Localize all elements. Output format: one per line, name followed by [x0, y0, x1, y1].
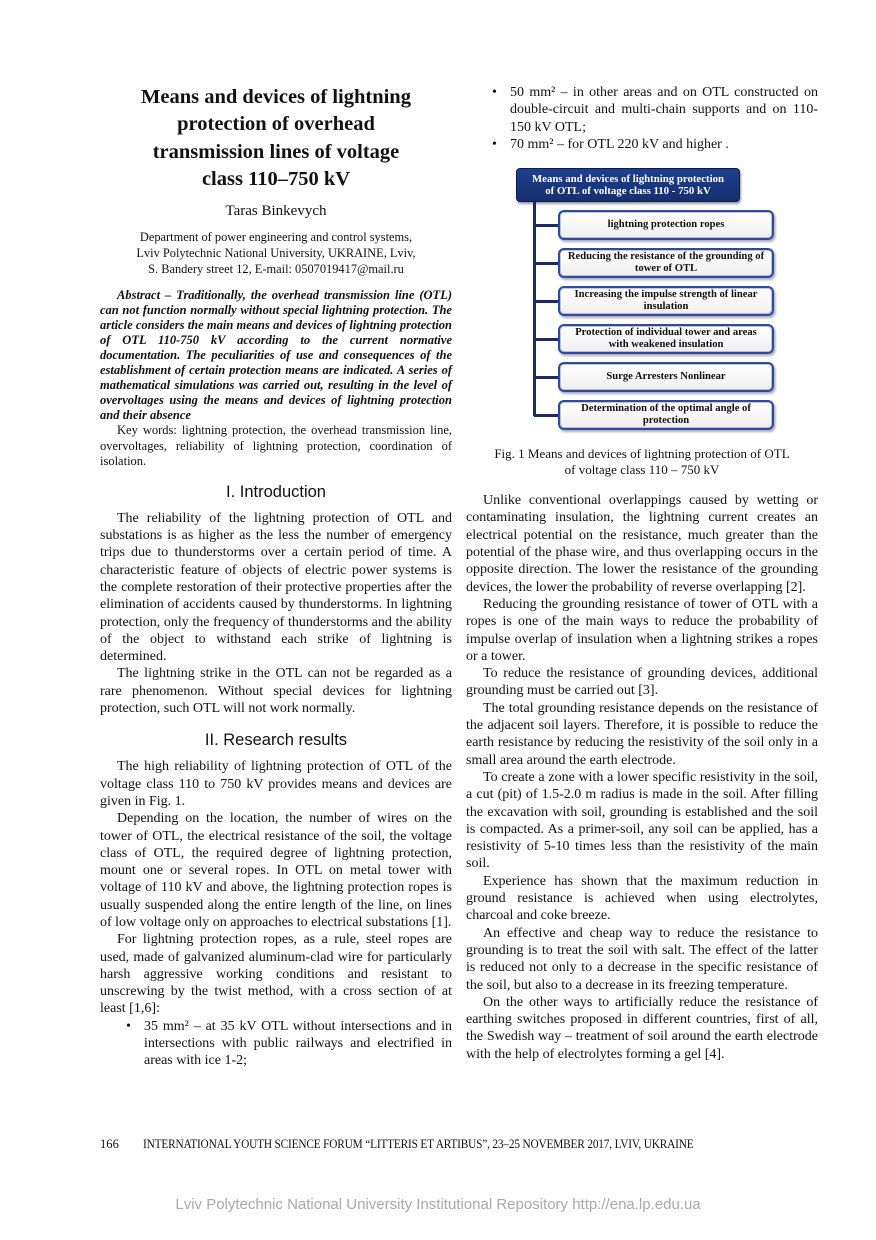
section-heading-introduction: I. Introduction — [226, 482, 326, 501]
flowchart-box: lightning protection ropes — [558, 210, 774, 240]
affiliation-line: S. Bandery street 12, E-mail: 0507019417@mail.ru — [148, 261, 404, 276]
title-line: protection of overhead — [177, 113, 375, 136]
author-affiliation — [100, 229, 452, 277]
flowchart-box: Protection of individual tower and areas with weakened insulation — [558, 324, 774, 354]
paragraph: Unlike conventional overlappings caused by wetting or contaminating insulation, the lightning current creates an electrical potential on the resistance, much greater than the potential of the phase wire, and thus overlapping occurs in the opposite direction. The lower the resistance of the grounding devices, the lower the probability of reverse overlapping [2]. — [466, 493, 818, 595]
bullet-item: • 70 mm² – for OTL 220 kV and higher . — [466, 136, 818, 153]
abstract-text: Abstract – Traditionally, the overhead transmission line (OTL) can not function normally without special lightning protection. The article considers the main means and devices of lightning protection of OTL 110-750 kV according to the current normative documentation. The peculiarities of use and consequences of the establishment of certain protection means are indicated. A series of mathematical simulations was carried out, resulting in the level of overvoltages using the means and devices of lightning protection and their absence — [100, 287, 452, 423]
lightning-protection-flowchart — [513, 168, 779, 430]
paragraph: To reduce the resistance of grounding devices, additional grounding must be carried out [3]. — [466, 666, 818, 699]
paragraph: Experience has shown that the maximum reduction in ground resistance is achieved when using electrolytes, charcoal and coke breeze. — [466, 873, 818, 924]
flowchart-box: Reducing the resistance of the grounding of tower of OTL — [558, 248, 774, 278]
flowchart-trunk-line — [533, 202, 536, 416]
paragraph: For lightning protection ropes, as a rule, steel ropes are used, made of galvanized aluminum-clad wire for particularly harsh aggressive working conditions and resistant to unscrewing by the twist method, with a cross section of at least [1,6]: — [100, 932, 452, 1017]
repository-note: Lviv Polytechnic National University Institutional Repository http://ena.lp.edu.ua — [175, 1196, 701, 1213]
paragraph: An effective and cheap way to reduce the resistance to grounding is to treat the soil with salt. The effect of the latter is reduced not only to a decrease in the specific resistance of the soil, but also to a decrease in its freezing temperature. — [466, 925, 818, 993]
figure-caption — [466, 446, 818, 478]
page-footer — [100, 1137, 820, 1152]
title-line: Means and devices of lightning — [141, 86, 411, 108]
bullet-item: • 35 mm² – at 35 kV OTL without intersections and in intersections with public railways and electrified in areas with ice 1-2; — [100, 1018, 452, 1070]
title-line: class 110–750 kV — [201, 168, 351, 191]
page-number: 166 — [100, 1137, 119, 1151]
figure-1 — [466, 168, 818, 478]
paper-title — [106, 84, 446, 194]
paragraph: On the other ways to artificially reduce the resistance of earthing switches proposed in different countries, first of all, the Swedish way – treatment of soil around the earth electrode with the help of electrolytes forming a gel [4]. — [466, 994, 818, 1062]
flowchart-box: Determination of the optimal angle of protection — [558, 400, 774, 430]
affiliation-line: Department of power engineering and control systems, — [139, 229, 413, 244]
paragraph: The lightning strike in the OTL can not be regarded as a rare phenomenon. Without special devices for lightning protection, such OTL will not work normally. — [100, 666, 452, 717]
paragraph: Depending on the location, the number of wires on the tower of OTL, the electrical resistance of the soil, the voltage class of OTL, the required degree of lightning protection, mount one or several ropes. In OTL on metal tower with voltage of 110 kV and above, the lightning protection ropes is usually suspended along the entire length of the line, on lines of low voltage only on approaches to electrical substations [1]. — [100, 811, 452, 930]
paragraph: Reducing the grounding resistance of tower of OTL with a ropes is one of the main ways to reduce the probability of impulse overlap of insulation when a lightning strikes a ropes or a tower. — [466, 596, 818, 664]
flowchart-header-line: of OTL of voltage class 110 - 750 kV — [545, 185, 711, 198]
conference-title: INTERNATIONAL YOUTH SCIENCE FORUM “LITTERIS ET ARTIBUS”, 23–25 NOVEMBER 2017, LVIV, UKRAINE — [142, 1137, 694, 1151]
flowchart-header-box — [516, 168, 740, 202]
affiliation-line: Lviv Polytechnic National University, UKRAINE, Lviv, — [136, 245, 416, 260]
bullet-list — [466, 84, 818, 153]
bullet-item: • 50 mm² – in other areas and on OTL constructed on double-circuit and multi-chain supports and on 110-150 kV OTL; — [466, 84, 818, 136]
section-heading-research-results: II. Research results — [204, 731, 348, 750]
author-name: Taras Binkevych — [225, 202, 327, 219]
flowchart-box: Surge Arresters Nonlinear — [558, 362, 774, 392]
flowchart-box: Increasing the impulse strength of linear insulation — [558, 286, 774, 316]
bullet-list — [100, 1018, 452, 1070]
title-line: transmission lines of voltage — [152, 140, 400, 163]
paragraph: The high reliability of lightning protection of OTL of the voltage class 110 to 750 kV provides means and devices are given in Fig. 1. — [100, 759, 452, 809]
right-column — [466, 84, 818, 1070]
paragraph: The total grounding resistance depends on the resistance of the adjacent soil layers. Therefore, it is possible to reduce the earth resistance by reducing the resistivity of the soil only in a small area around the earth electrode. — [466, 700, 818, 768]
paragraph: The reliability of the lightning protection of OTL and substations is as higher as the less the number of emergency trips due to thunderstorms over a certain period of time. A characteristic feature of objects of electric power systems is the complete restoration of their protective properties after the elimination of accidents caused by thunderstorms. In lightning protection, only the frequency of thunderstorms and the ability of the object to withstand each strike of lightning is determined. — [100, 510, 452, 665]
figure-caption-line: Fig. 1 Means and devices of lightning protection of OTL — [494, 446, 790, 462]
figure-caption-line: of voltage class 110 – 750 kV — [564, 462, 720, 478]
flowchart-header-line: Means and devices of lightning protection — [531, 172, 725, 185]
left-column — [100, 84, 452, 1070]
paragraph: To create a zone with a lower specific resistivity in the soil, a cut (pit) of 1.5-2.0 m radius is made in the soil. After filling the excavation with soil, grounding is established and the soil is compacted. As a primer-soil, any soil can be applied, has a resistivity of 5-10 times less than the resistivity of the main soil. — [466, 769, 818, 872]
keywords-text: Key words: lightning protection, the overhead transmission line, overvoltages, reliability of lightning protection, coordination of isolation. — [100, 423, 452, 468]
